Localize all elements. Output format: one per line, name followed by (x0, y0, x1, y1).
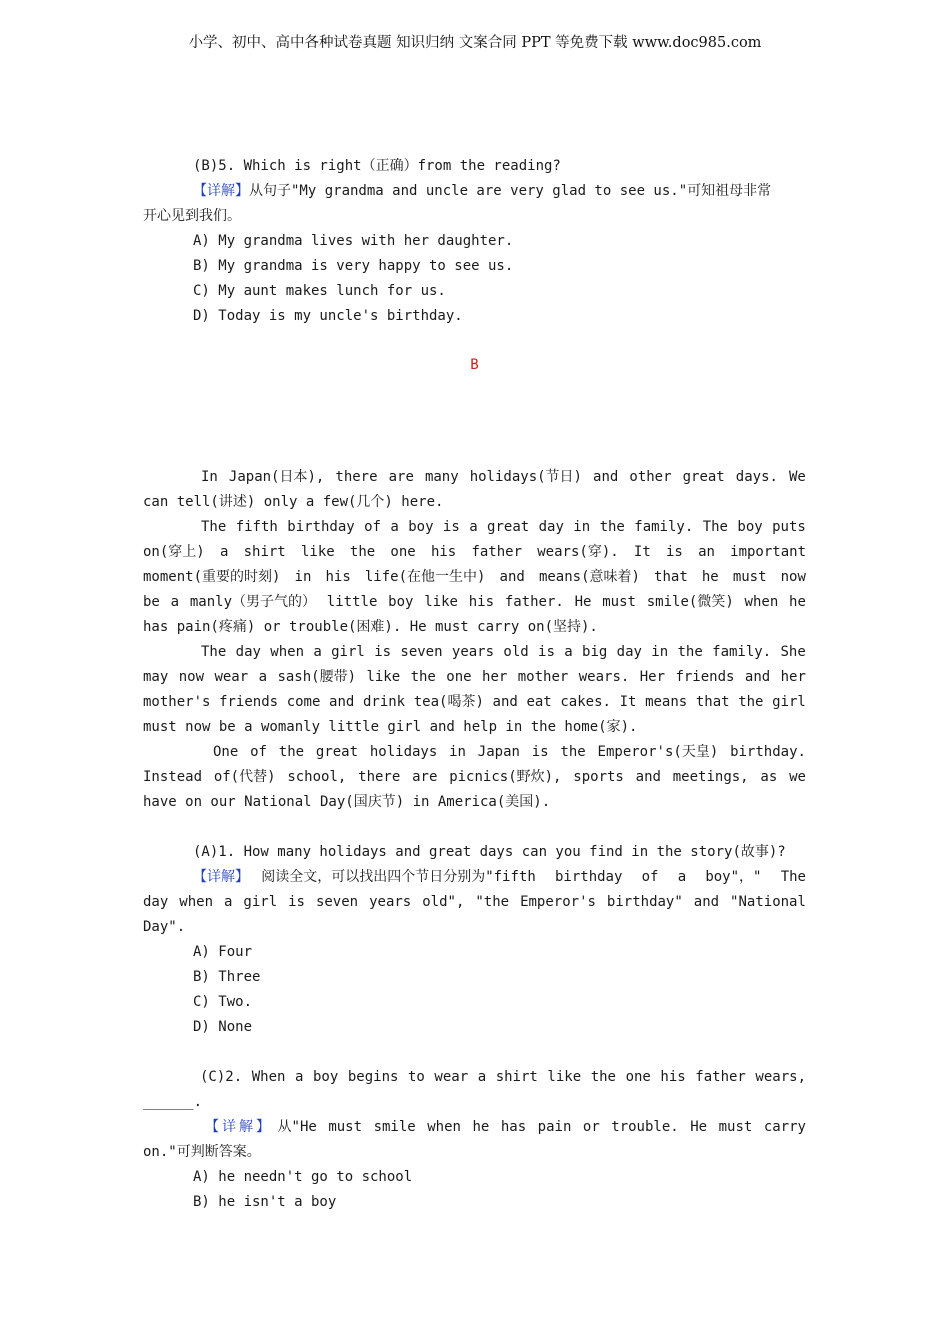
word: is (288, 894, 305, 910)
word: her (482, 669, 508, 685)
word: Japan(日本), (228, 469, 325, 485)
passage-line (143, 765, 806, 790)
word: old", (422, 894, 465, 910)
passage-line (143, 540, 806, 565)
word: that (654, 569, 688, 585)
word: is (531, 744, 549, 760)
word: eat (526, 694, 552, 710)
q5-explanation: 【详解】从句子"My grandma and uncle are very glad to see us."可知祖母非常 (193, 183, 772, 199)
word: he (701, 569, 719, 585)
q1-explanation-end: Day". (143, 919, 186, 935)
word: the (738, 694, 764, 710)
word: boy"，" (705, 869, 762, 885)
word: wears. (578, 669, 630, 685)
q2-blank: ______. (143, 1094, 203, 1110)
word: there (335, 469, 378, 485)
q2-explanation-cont: on."可判断答案。 (143, 1144, 261, 1160)
word: like (300, 544, 335, 560)
word: in (294, 569, 312, 585)
word: many (424, 469, 459, 485)
word: a (564, 644, 573, 660)
word: must (732, 569, 767, 585)
word: puts (772, 519, 806, 535)
word: drink (362, 694, 406, 710)
word: One (213, 744, 239, 760)
q1-option-b: B) Three (193, 969, 261, 985)
word: mother (517, 669, 569, 685)
word: day (616, 644, 642, 660)
word: a (390, 519, 399, 535)
passage-line (143, 690, 806, 715)
word: may (143, 669, 169, 685)
word: means (645, 694, 688, 710)
word: a (469, 519, 478, 535)
word: his (325, 569, 351, 585)
word: girl (772, 694, 806, 710)
word: to (408, 1069, 425, 1085)
word: are (412, 769, 438, 785)
word: one (446, 669, 472, 685)
passage-line (143, 515, 806, 540)
word: now (780, 569, 806, 585)
word: is (665, 544, 683, 560)
question-5: (B)5. Which is right（正确）from the reading? (193, 158, 561, 174)
word: in (449, 744, 466, 760)
word: come (286, 694, 321, 710)
word: The (201, 519, 227, 535)
word: of(代替) (213, 769, 276, 785)
word: one (390, 544, 416, 560)
word: girl (331, 644, 365, 660)
word: When (251, 1069, 286, 1085)
word: now (178, 669, 205, 685)
word: other (629, 469, 672, 485)
word: great (487, 519, 530, 535)
word: cakes. (560, 694, 611, 710)
word: a (219, 544, 229, 560)
word: he (472, 1119, 490, 1135)
word: day (143, 894, 169, 910)
word: sash(腰带) (277, 669, 357, 685)
word: like (424, 594, 458, 610)
q1-option-a: A) Four (193, 944, 253, 960)
word: birthday (554, 869, 623, 885)
explain-label: 【详解】 (193, 183, 249, 199)
word: sports (573, 769, 624, 785)
passage-line (143, 665, 806, 690)
word: seven (315, 894, 359, 910)
word: like (366, 669, 401, 685)
word: there (358, 769, 401, 785)
word: important (730, 544, 806, 560)
word: his (468, 594, 495, 610)
word: Emperor's (520, 894, 596, 910)
q5-option-a: A) My grandma lives with her daughter. (193, 233, 514, 249)
word: years (369, 894, 412, 910)
word: He (574, 594, 592, 610)
word: The (201, 644, 227, 660)
word: when (427, 1119, 461, 1135)
word: father (695, 1069, 746, 1085)
word: must (718, 1119, 753, 1135)
word: It (619, 694, 637, 710)
word: birthday (287, 519, 355, 535)
section-b-label: B (470, 357, 479, 373)
word: birthday. (730, 744, 806, 760)
passage-line: has pain(疼痛) or trouble(困难). He must carry on(坚持). (143, 619, 598, 635)
question-1: (A)1. How many holidays and great days can you find in the story(故事)? (193, 844, 786, 860)
word: picnics(野炊), (449, 769, 562, 785)
word: He (690, 1119, 708, 1135)
word: boy (737, 519, 763, 535)
word: an (698, 544, 715, 560)
word: carry (763, 1119, 806, 1135)
passage-line (143, 565, 806, 590)
word: great (682, 469, 725, 485)
passage-line (143, 740, 806, 765)
word: is (538, 644, 555, 660)
word: wears, (755, 1069, 806, 1085)
word: trouble. (611, 1119, 679, 1135)
word: holidays(节日) (469, 469, 582, 485)
word: seven (400, 644, 443, 660)
word: tea(喝茶) (413, 694, 484, 710)
passage-line (143, 640, 806, 665)
word: the (599, 519, 625, 535)
word: great (315, 744, 359, 760)
passage-line: have on our National Day(国庆节) in America(美国). (143, 794, 551, 810)
word: boy (388, 594, 414, 610)
word: are (388, 469, 414, 485)
word: and (593, 469, 619, 485)
passage-line (143, 465, 806, 490)
word: the (278, 744, 305, 760)
word: "National (730, 894, 806, 910)
word: manly（男子气的） (189, 594, 317, 610)
word: Instead (143, 769, 203, 785)
word: be (143, 594, 160, 610)
word: The (780, 869, 806, 885)
word: day (235, 644, 261, 660)
word: smile(微笑) (646, 594, 734, 610)
word: Japan (477, 744, 520, 760)
word: her (780, 669, 806, 685)
word: like (547, 1069, 582, 1085)
word: friends (675, 669, 735, 685)
word: and (693, 894, 720, 910)
word: when (744, 594, 779, 610)
document-body (143, 154, 806, 1215)
word: Emperor's(天皇) (597, 744, 719, 760)
word: She (780, 644, 806, 660)
word: 从"He (277, 1119, 317, 1135)
word: and (635, 769, 661, 785)
q1-explanation-cont (143, 890, 806, 915)
q1-option-c: C) Two. (193, 994, 253, 1010)
word: the (560, 744, 586, 760)
word: he (789, 594, 806, 610)
word: a (313, 644, 322, 660)
q5-option-d: D) Today is my uncle's birthday. (193, 308, 463, 324)
passage-line: can tell(讲述) only a few(几个) here. (143, 494, 444, 510)
word: wears(穿). (537, 544, 619, 560)
word: in (651, 644, 669, 660)
word: has (500, 1119, 527, 1135)
q5-explanation-cont: 开心见到我们。 (143, 208, 241, 224)
word: we (789, 769, 806, 785)
word: must (602, 594, 636, 610)
q1-explanation (143, 865, 806, 890)
explain-label: 【详解】 (193, 869, 249, 885)
word: In (201, 469, 218, 485)
word: wear (214, 669, 249, 685)
q2-option-a: A) he needn't go to school (193, 1169, 413, 1185)
word: friends (219, 694, 279, 710)
passage-line (143, 590, 806, 615)
word: that (695, 694, 730, 710)
word: wear (434, 1069, 469, 1085)
word: family. (712, 644, 772, 660)
word: big (582, 644, 608, 660)
word: a (295, 1069, 304, 1085)
word: days. (735, 469, 778, 485)
q5-option-c: C) My aunt makes lunch for us. (193, 283, 446, 299)
word: school, (287, 769, 347, 785)
word: or (582, 1119, 600, 1135)
word: a (258, 669, 268, 685)
question-2 (143, 1065, 806, 1090)
word: means(意味着) (538, 569, 640, 585)
word: 阅读全文，可以找出四个节日分别为"fifth (261, 869, 536, 885)
word: fifth (235, 519, 278, 535)
word: years (451, 644, 495, 660)
word: father. (504, 594, 564, 610)
word: is (442, 519, 460, 535)
word: of (364, 519, 381, 535)
word: day (538, 519, 564, 535)
word: is (374, 644, 392, 660)
q1-option-d: D) None (193, 1019, 253, 1035)
word: and (492, 694, 518, 710)
word: and (744, 669, 771, 685)
word: and (499, 569, 525, 585)
word: holidays (369, 744, 438, 760)
word: meetings, (672, 769, 749, 785)
word: the (349, 544, 376, 560)
word: shirt (495, 1069, 538, 1085)
word: little (326, 594, 378, 610)
word: and (329, 694, 355, 710)
word: The (702, 519, 728, 535)
word: a (170, 594, 180, 610)
q5-option-b: B) My grandma is very happy to see us. (193, 258, 514, 274)
word: when (270, 644, 304, 660)
word: father (471, 544, 523, 560)
word: boy (408, 519, 434, 535)
word: of (250, 744, 267, 760)
word: (C)2. (200, 1069, 243, 1085)
word: shirt (243, 544, 286, 560)
word: as (760, 769, 778, 785)
q2-option-b: B) he isn't a boy (193, 1194, 337, 1210)
word: begins (347, 1069, 399, 1085)
word: the (677, 644, 703, 660)
word: old (503, 644, 529, 660)
word: a (677, 869, 687, 885)
word: smile (373, 1119, 416, 1135)
page-header: 小学、初中、高中各种试卷真题 知识归纳 文案合同 PPT 等免费下载 www.doc985.com (188, 35, 762, 51)
word: "the (475, 894, 510, 910)
word: girl (243, 894, 278, 910)
word: pain (537, 1119, 572, 1135)
word: mother's (143, 694, 211, 710)
explain-label: 【详解】 (205, 1119, 273, 1135)
word: birthday" (606, 894, 683, 910)
word: a (223, 894, 233, 910)
word: It (633, 544, 651, 560)
word: boy (313, 1069, 339, 1085)
word: We (789, 469, 806, 485)
word: when (179, 894, 213, 910)
word: on(穿上) (143, 544, 205, 560)
word: one (625, 1069, 651, 1085)
word: must (328, 1119, 363, 1135)
word: moment(重要的时刻) (143, 569, 281, 585)
word: his (430, 544, 457, 560)
q2-explanation (143, 1115, 806, 1140)
word: of (641, 869, 659, 885)
word: a (477, 1069, 487, 1085)
word: the (590, 1069, 616, 1085)
word: in (573, 519, 591, 535)
word: Her (639, 669, 666, 685)
word: his (660, 1069, 686, 1085)
word: the (410, 669, 436, 685)
word: life(在他一生中) (364, 569, 486, 585)
word: family. (634, 519, 694, 535)
passage-line: must now be a womanly little girl and help in the home(家). (143, 719, 638, 735)
